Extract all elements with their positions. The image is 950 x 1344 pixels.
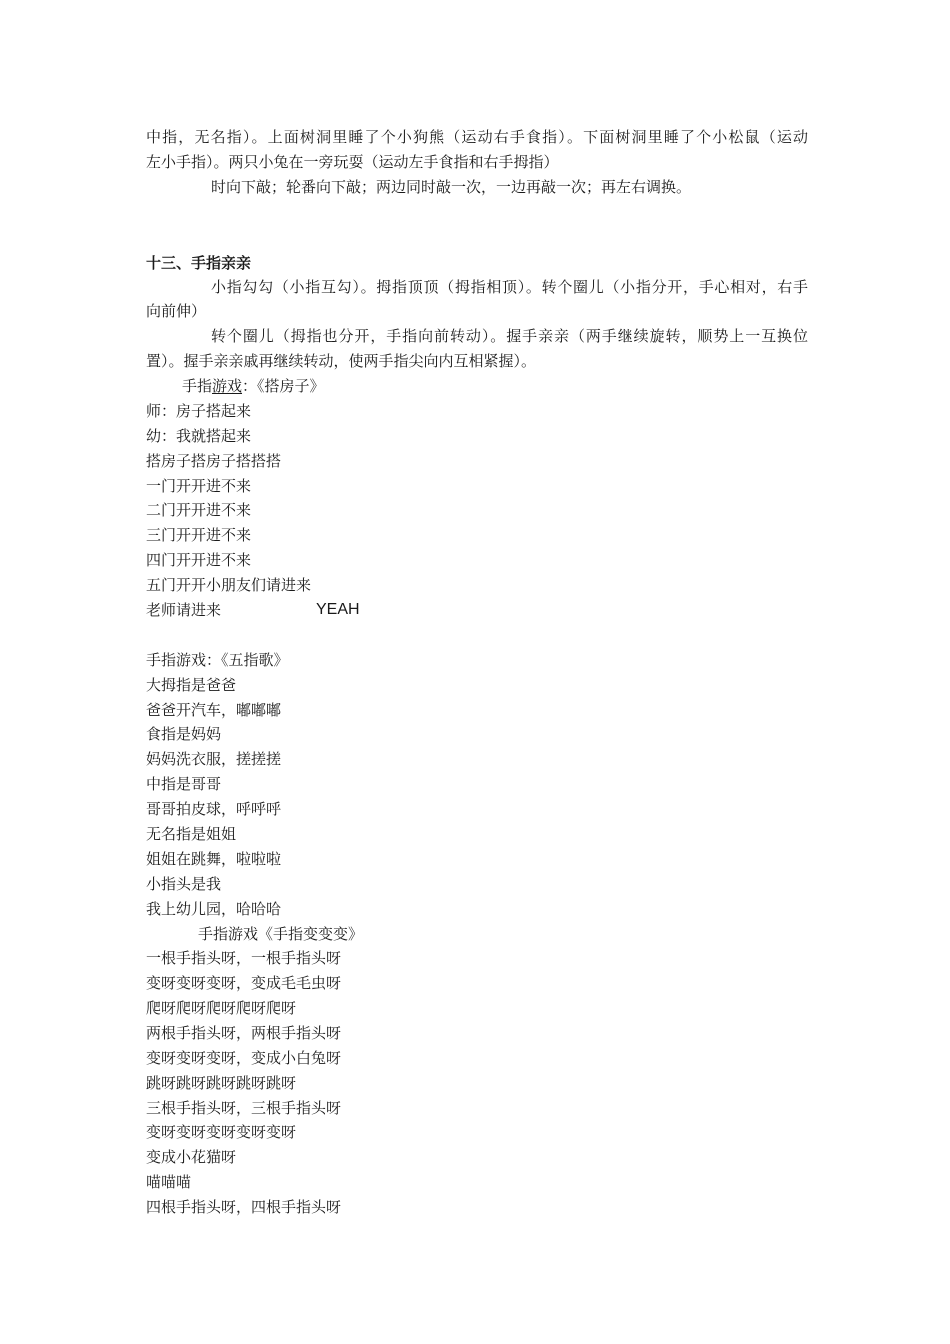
five-fingers-line: 食指是妈妈 [146,725,222,743]
intro-line-2: 左小手指）。两只小兔在一旁玩耍（运动左手食指和右手拇指） [146,153,559,171]
five-fingers-line: 我上幼儿园，哈哈哈 [146,900,282,918]
house-line: 幼：我就搭起来 [146,427,252,445]
house-line: 师：房子搭起来 [146,402,252,420]
five-fingers-line: 爸爸开汽车，嘟嘟嘟 [146,701,282,719]
intro-line-1: 中指，无名指）。上面树洞里睡了个小狗熊（运动右手食指）。下面树洞里睡了个小松鼠（运动 [146,128,808,146]
finger-change-line: 两根手指头呀，两根手指头呀 [146,1024,342,1042]
five-fingers-line: 姐姐在跳舞，啦啦啦 [146,850,282,868]
five-fingers-line: 大拇指是爸爸 [146,676,237,694]
section-para-2-line-2: 置）。握手亲亲戚再继续转动，使两手指尖向内互相紧握）。 [146,352,537,370]
house-yeah: YEAH [316,601,360,618]
finger-change-line: 跳呀跳呀跳呀跳呀跳呀 [146,1074,297,1092]
finger-change-line: 爬呀爬呀爬呀爬呀爬呀 [146,999,297,1017]
game-title-house-suffix: ：《搭房子》 [242,377,325,395]
house-line: 五门开开小朋友们请进来 [146,576,312,594]
five-fingers-line: 中指是哥哥 [146,775,222,793]
section-para-1-line-1: 小指勾勾（小指互勾）。拇指顶顶（拇指相顶）。转个圈儿（小指分开，手心相对，右手 [211,278,808,296]
house-line: 二门开开进不来 [146,501,252,519]
house-last-text: 老师请进来 [146,601,222,619]
house-line: 搭房子搭房子搭搭搭 [146,452,282,470]
intro-line-3: 时向下敲；轮番向下敲；两边同时敲一次，一边再敲一次；再左右调换。 [211,178,692,196]
finger-change-line: 变成小花猫呀 [146,1148,237,1166]
finger-change-line: 一根手指头呀，一根手指头呀 [146,949,342,967]
game-title-finger-change: 手指游戏《手指变变变》 [198,925,364,943]
house-line: 四门开开进不来 [146,551,252,569]
game-title-five-fingers: 手指游戏：《五指歌》 [146,651,289,669]
finger-change-line: 变呀变呀变呀，变成毛毛虫呀 [146,974,342,992]
five-fingers-line: 哥哥拍皮球，呼呼呼 [146,800,282,818]
finger-change-line: 四根手指头呀，四根手指头呀 [146,1198,342,1216]
finger-change-line: 变呀变呀变呀，变成小白兔呀 [146,1049,342,1067]
game-title-house-underlined: 游戏 [212,377,243,395]
five-fingers-line: 妈妈洗衣服，搓搓搓 [146,750,282,768]
section-heading: 十三、手指亲亲 [146,254,252,272]
section-para-1-line-2: 向前伸） [146,302,207,320]
game-title-house-prefix: 手指 [182,377,213,395]
finger-change-line: 喵喵喵 [146,1173,192,1191]
house-line: 一门开开进不来 [146,477,252,495]
finger-change-line: 三根手指头呀，三根手指头呀 [146,1099,342,1117]
five-fingers-line: 无名指是姐姐 [146,825,237,843]
house-last-line [146,600,360,620]
five-fingers-line: 小指头是我 [146,875,222,893]
house-line: 三门开开进不来 [146,526,252,544]
section-para-2-line-1: 转个圈儿（拇指也分开，手指向前转动）。握手亲亲（两手继续旋转，顺势上一互换位 [211,327,808,345]
game-title-house [182,376,325,396]
finger-change-line: 变呀变呀变呀变呀变呀 [146,1123,297,1141]
